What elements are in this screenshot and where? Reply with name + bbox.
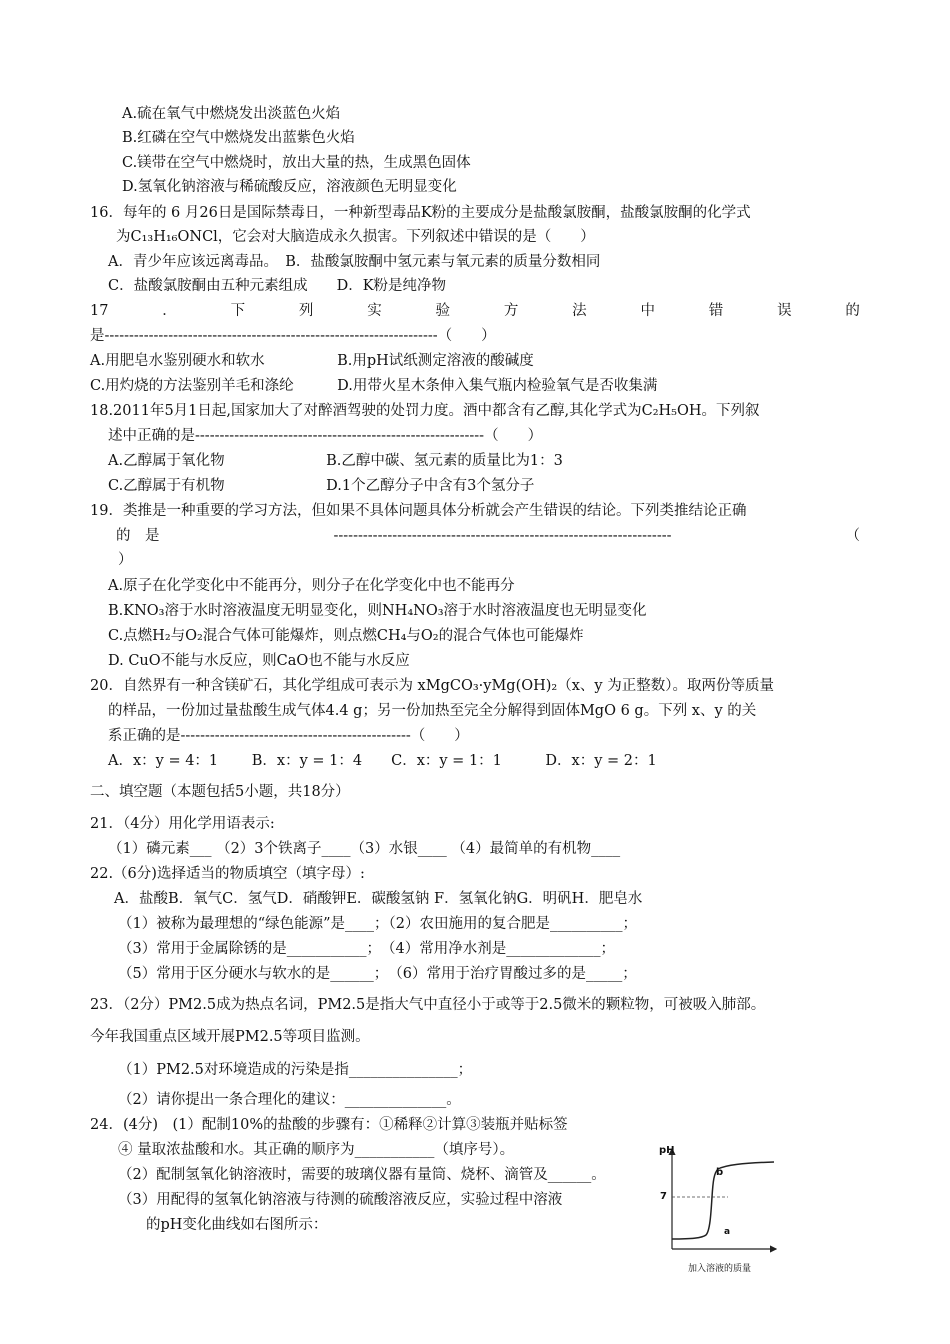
q17-stem-line1 <box>90 301 860 321</box>
q17-stem-line2: 是--------------------------------------------------------------------（ ） <box>90 328 496 344</box>
q19-paren-close: ） <box>118 552 133 568</box>
q17-word: ． <box>162 303 177 319</box>
q20-stem-line1: 20．自然界有一种含镁矿石，其化学组成可表示为 xMgCO₃·yMg(OH)₂（x、y 为正整数）。取两份等质量 <box>90 678 774 694</box>
q16-options-ab: A．青少年应该远离毒品。 B．盐酸氯胺酮中氢元素与氧元素的质量分数相同 <box>108 254 601 270</box>
q23-blank-2: （2）请你提出一条合理化的建议：______________。 <box>118 1092 461 1108</box>
q19-paren-open: （ <box>845 528 860 544</box>
q19-stem-line2 <box>116 526 860 546</box>
q22-stem: 22.（6分)选择适当的物质填空（填字母）: <box>90 866 365 882</box>
q19-option-a: A.原子在化学变化中不能再分，则分子在化学变化中也不能再分 <box>108 578 515 594</box>
q20-options: A．x：y = 4：1 B．x：y = 1：4 C．x：y = 1：1 D．x：y = 2：1 <box>108 753 657 769</box>
q17-word: 列 <box>298 303 314 319</box>
q17-word: 验 <box>435 303 451 319</box>
tick-7-label: 7 <box>660 1191 667 1202</box>
q16-options-cd: C．盐酸氯胺酮由五种元素组成 D．K粉是纯净物 <box>108 278 447 294</box>
q21-blanks: （1）磷元素___ （2）3个铁离子____（3）水银____ （4）最简单的有机物____ <box>108 841 621 857</box>
q22-blanks-3-4: （3）常用于金属除锈的是___________； （4）常用净水剂是_____________； <box>118 941 615 957</box>
q15-option-a: A.硫在氧气中燃烧发出淡蓝色火焰 <box>122 106 341 122</box>
q21-stem: 21．（4分）用化学用语表示: <box>90 816 275 832</box>
q18-stem-line2: 述中正确的是-----------------------------------------------------------（ ） <box>108 428 543 444</box>
q18-options-ab: A.乙醇属于氧化物 B.乙醇中碳、氢元素的质量比为1：3 <box>108 453 563 469</box>
q15-option-c: C.镁带在空气中燃烧时，放出大量的热，生成黑色固体 <box>122 155 471 171</box>
q18-stem-line1: 18.2011年5月1日起,国家加大了对醉酒驾驶的处罚力度。酒中都含有乙醇,其化学式为C₂H₅OH。下列叙 <box>90 403 760 419</box>
q24-part-3-line2: 的pH变化曲线如右图所示： <box>146 1217 328 1233</box>
q17-word: 下 <box>230 303 246 319</box>
point-a-label: a <box>724 1227 731 1237</box>
q15-option-d: D.氢氧化钠溶液与稀硫酸反应，溶液颜色无明显变化 <box>122 179 457 195</box>
q23-blank-1: （1）PM2.5对环境造成的污染是指_______________； <box>118 1062 473 1078</box>
q20-stem-line3: 系正确的是-----------------------------------------------（ ） <box>108 728 469 744</box>
q22-choices: A．盐酸B．氧气C．氢气D．硝酸钾E．碳酸氢钠 F．氢氧化钠G．明矾H．肥皂水 <box>114 891 643 907</box>
q19-option-c: C.点燃H₂与O₂混合气体可能爆炸，则点燃CH₄与O₂的混合气体也可能爆炸 <box>108 628 584 644</box>
q19-stem-line1: 19．类推是一种重要的学习方法，但如果不具体问题具体分析就会产生错误的结论。下列类推结论正确 <box>90 503 747 519</box>
q22-blanks-1-2: （1）被称为最理想的“绿色能源”是____；（2）农田施用的复合肥是__________； <box>118 916 638 932</box>
q16-stem-line2: 为C₁₃H₁₆ONCl，它会对大脑造成永久损害。下列叙述中错误的是（ ） <box>116 229 595 245</box>
q17-word: 的 <box>845 303 860 319</box>
section-heading: 二、填空题（本题包括5小题，共18分） <box>90 784 350 800</box>
ph-curve-graph <box>659 1143 782 1283</box>
q19-option-b: B.KNO₃溶于水时溶液温度无明显变化，则NH₄NO₃溶于水时溶液温度也无明显变化 <box>108 603 647 619</box>
q17-word: 实 <box>367 303 382 319</box>
q17-word: 方 <box>503 303 519 319</box>
q24-stem-line1: 24．(4分) (1）配制10%的盐酸的步骤有：①稀释②计算③装瓶并贴标签 <box>90 1117 568 1133</box>
ph-curve-svg <box>662 1143 782 1263</box>
q17-word: 17 <box>90 303 109 319</box>
q20-stem-line2: 的样品，一份加过量盐酸生成气体4.4 g；另一份加热至完全分解得到固体MgO 6 g。下列 x、y 的关 <box>108 703 757 719</box>
q24-stem-line2: ④ 量取浓盐酸和水。其正确的顺序为___________（填序号）。 <box>118 1142 515 1158</box>
q19-dashes: --------------------------------------------------------------------- <box>333 528 672 544</box>
x-axis-label: 加入溶液的质量 <box>688 1264 752 1274</box>
q17-word: 法 <box>572 303 587 319</box>
q16-stem-line1: 16．每年的 6 月26日是国际禁毒日，一种新型毒品K粉的主要成分是盐酸氯胺酮，盐酸氯胺酮的化学式 <box>90 205 751 221</box>
q22-blanks-5-6: （5）常用于区分硬水与软水的是______； （6）常用于治疗胃酸过多的是_____； <box>118 966 637 982</box>
q23-stem-line2: 今年我国重点区域开展PM2.5等项目监测。 <box>90 1029 370 1045</box>
q23-stem-line1: 23．（2分）PM2.5成为热点名词，PM2.5是指大气中直径小于或等于2.5微米的颗粒物，可被吸入肺部。 <box>90 997 766 1013</box>
q19-option-d: D. CuO不能与水反应，则CaO也不能与水反应 <box>108 653 410 669</box>
q24-part-3-line1: （3）用配得的氢氧化钠溶液与待测的硫酸溶液反应，实验过程中溶液 <box>118 1192 563 1208</box>
q24-part-2: （2）配制氢氧化钠溶液时，需要的玻璃仪器有量筒、烧杯、滴管及______。 <box>118 1167 606 1183</box>
q15-option-b: B.红磷在空气中燃烧发出蓝紫色火焰 <box>122 130 355 146</box>
ph-axis-label: pH <box>659 1145 675 1156</box>
q19-stem-text: 的 是 <box>116 528 160 544</box>
q17-word: 中 <box>640 303 655 319</box>
q17-options-cd: C.用灼烧的方法鉴别羊毛和涤纶 D.用带火星木条伸入集气瓶内检验氧气是否收集满 <box>90 378 658 394</box>
q17-word: 错 <box>708 303 724 319</box>
q18-options-cd: C.乙醇属于有机物 D.1个乙醇分子中含有3个氢分子 <box>108 478 535 494</box>
point-b-label: b <box>716 1167 724 1178</box>
q17-word: 误 <box>777 303 792 319</box>
q17-options-ab: A.用肥皂水鉴别硬水和软水 B.用pH试纸测定溶液的酸碱度 <box>90 353 534 369</box>
